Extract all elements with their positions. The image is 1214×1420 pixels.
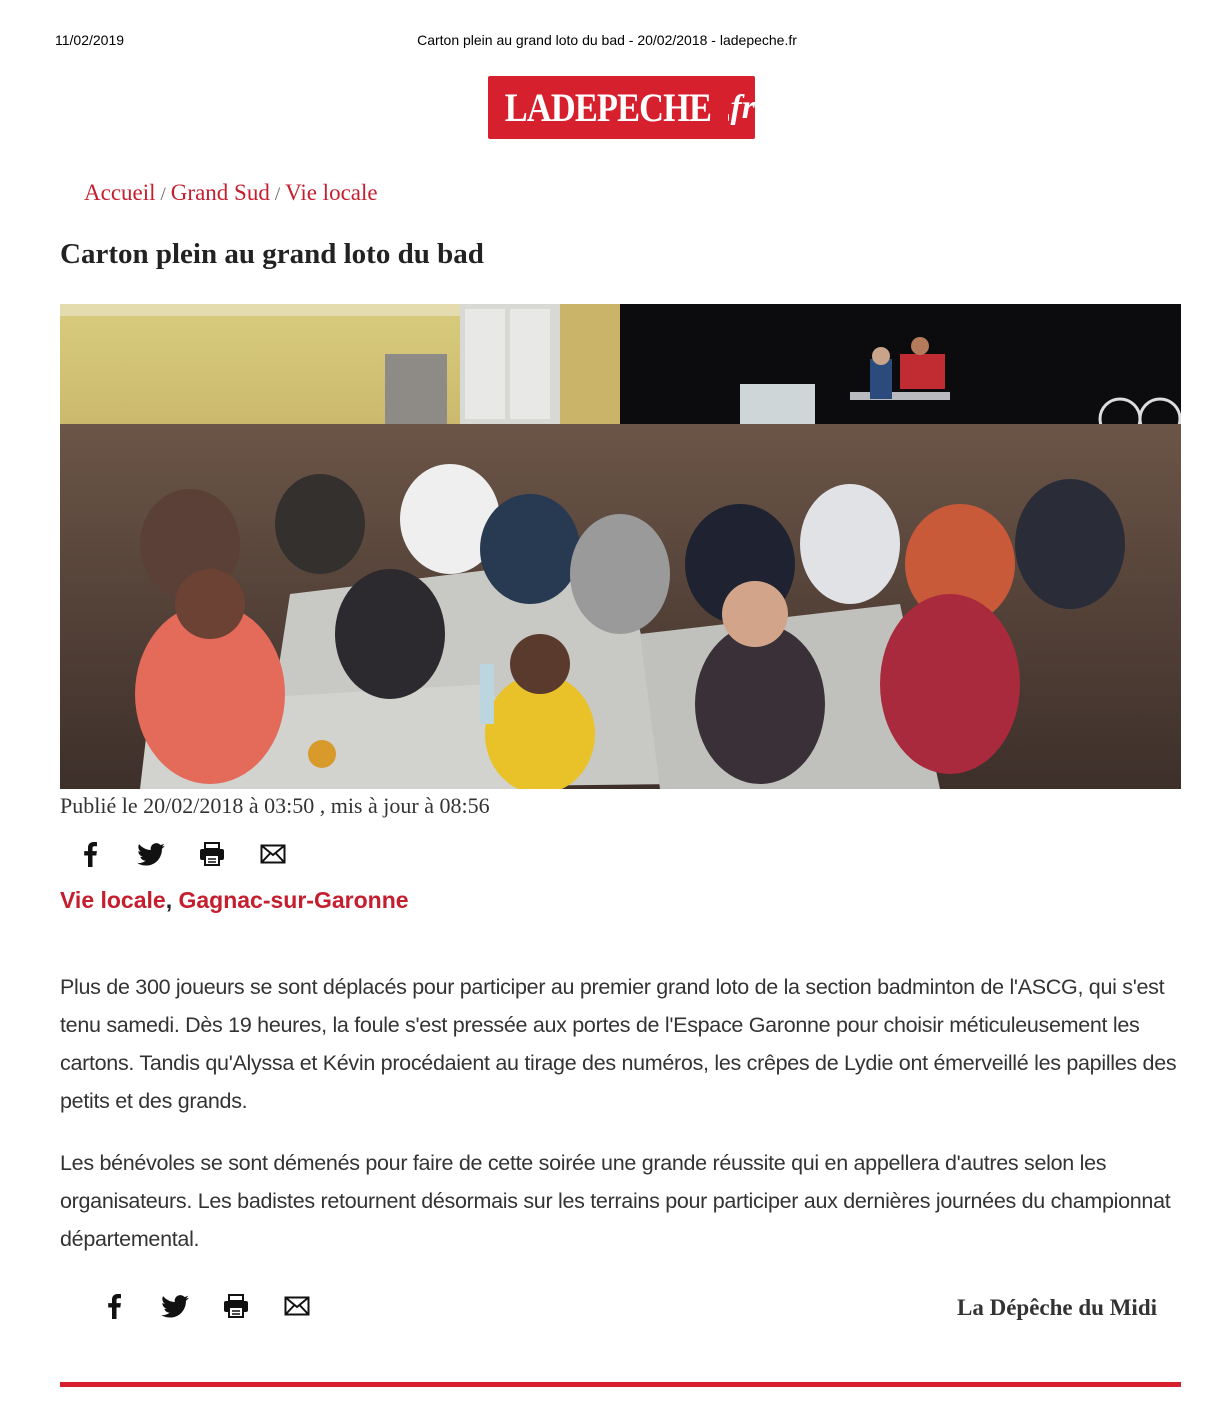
logo-dot: [728, 114, 729, 121]
article-paragraph: Les bénévoles se sont démenés pour faire de cette soirée une grande réussite qui en appellera d'autres selon les organisateurs. Les badistes retournent désormais sur les terrains pour participer aux dernières journées du championnat départemental.: [60, 1151, 1171, 1251]
footer-divider: [60, 1382, 1181, 1387]
breadcrumb-item-accueil[interactable]: Accueil: [84, 180, 156, 205]
logo-suffix: fr: [730, 88, 755, 126]
print-header: [0, 32, 1214, 50]
article-tags: [60, 887, 409, 914]
breadcrumb-item-vie-locale[interactable]: Vie locale: [285, 180, 378, 205]
print-icon[interactable]: [222, 1292, 250, 1320]
mail-icon[interactable]: [283, 1292, 311, 1320]
site-logo[interactable]: [488, 76, 755, 139]
share-bar-top: [76, 840, 320, 868]
breadcrumb-separator: /: [160, 184, 166, 205]
print-date: 11/02/2019: [55, 32, 125, 48]
article-paragraph: Plus de 300 joueurs se sont déplacés pour participer au premier grand loto de la section badminton de l'ASCG, qui s'est tenu samedi. Dès 19 heures, la foule s'est pressée aux portes de l'Espace Garonne pour choisir méticuleusement les cartons. Tandis qu'Alyssa et Kévin procédaient au tirage des numéros, les crêpes de Lydie ont émerveillé les papilles des petits et des grands.: [60, 975, 1177, 1113]
print-page-title: Carton plein au grand loto du bad - 20/02/2018 - ladepeche.fr: [417, 32, 797, 48]
tag-vie-locale[interactable]: Vie locale: [60, 887, 166, 913]
tag-separator: ,: [165, 887, 179, 913]
facebook-icon[interactable]: [76, 840, 104, 868]
breadcrumb-separator: /: [274, 184, 281, 205]
twitter-icon[interactable]: [137, 840, 165, 868]
mail-icon[interactable]: [259, 840, 287, 868]
published-date: Publié le 20/02/2018 à 03:50 , mis à jour à 08:56: [60, 793, 490, 818]
breadcrumb: [84, 180, 378, 206]
article-title: Carton plein au grand loto du bad: [60, 238, 484, 270]
facebook-icon[interactable]: [100, 1292, 128, 1320]
tag-gagnac-sur-garonne[interactable]: Gagnac-sur-Garonne: [178, 887, 409, 913]
article-signature: La Dépêche du Midi: [957, 1295, 1157, 1320]
twitter-icon[interactable]: [161, 1292, 189, 1320]
breadcrumb-item-grand-sud[interactable]: Grand Sud: [170, 180, 270, 205]
article-photo: [60, 304, 1181, 789]
share-bar-bottom: [100, 1292, 344, 1320]
print-icon[interactable]: [198, 840, 226, 868]
logo-wordmark: LADEPECHE: [504, 85, 712, 130]
